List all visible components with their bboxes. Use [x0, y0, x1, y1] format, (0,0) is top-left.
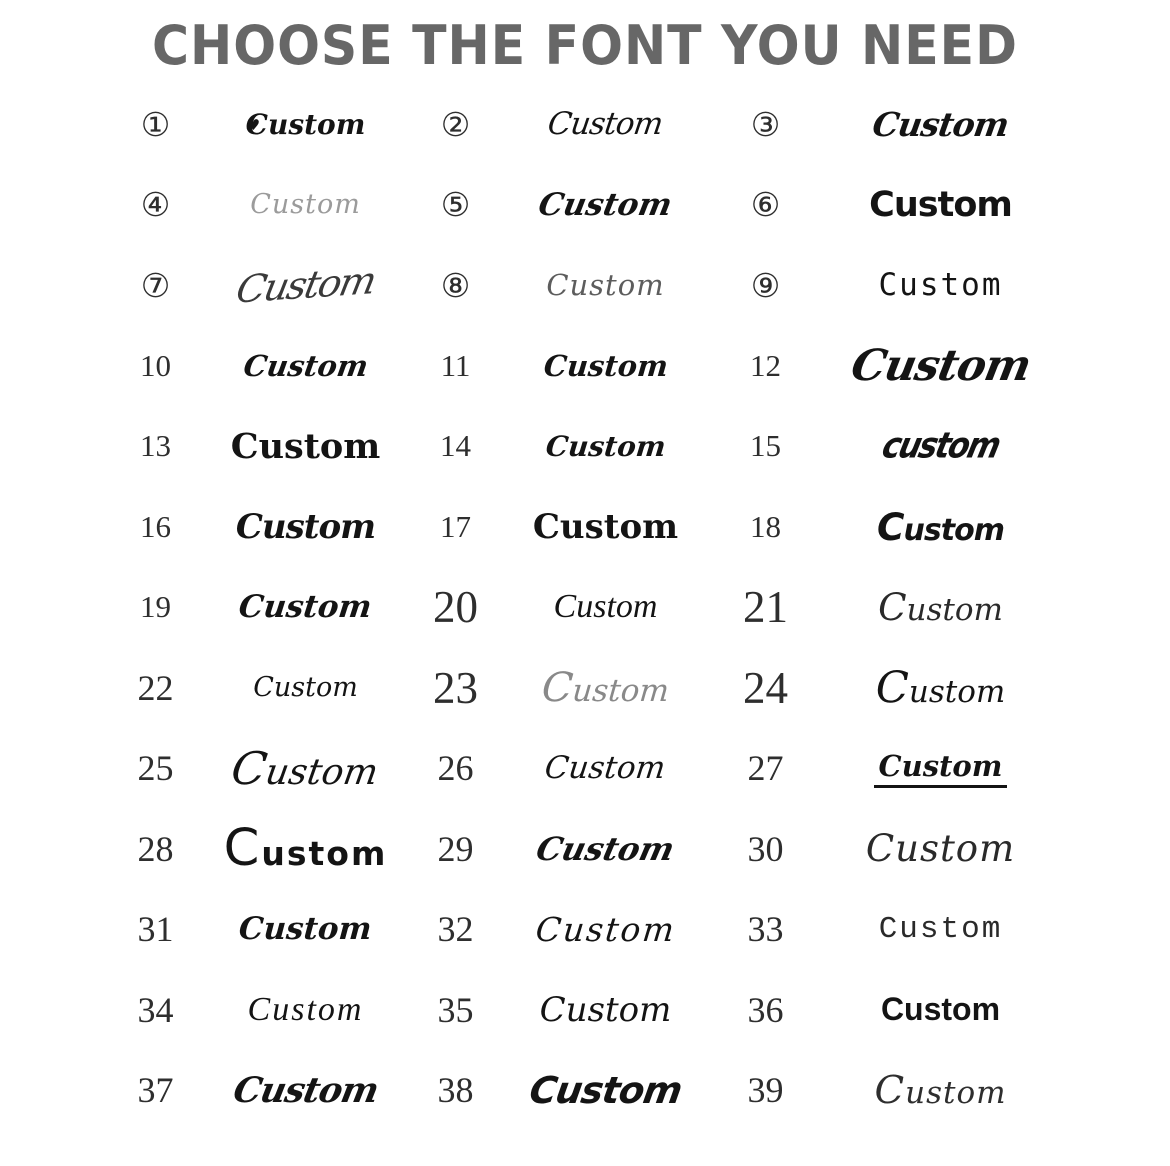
font-number-cell	[708, 989, 823, 1031]
font-number-36: 36	[747, 989, 784, 1030]
font-number-cell	[408, 185, 503, 224]
font-sample-36: Custom	[880, 991, 1001, 1028]
font-number-cell	[408, 662, 503, 714]
font-sample-cell	[503, 910, 708, 949]
font-sample-32: Custom	[533, 909, 678, 949]
font-number-11: 11	[440, 347, 471, 383]
font-sample-cell	[823, 425, 1058, 467]
font-number-31: 31	[137, 909, 174, 950]
font-sample-cell	[203, 991, 408, 1029]
font-sample-cell	[203, 108, 408, 141]
font-number-cell	[408, 509, 503, 545]
font-sample-30: Custom	[865, 827, 1016, 871]
font-number-20: 20	[433, 582, 478, 633]
font-sample-cell	[823, 912, 1058, 947]
font-number-4: ④	[140, 185, 171, 225]
font-sample-cell	[503, 268, 708, 302]
font-sample-10: Custom	[240, 348, 371, 383]
font-sample-5: Custom	[535, 186, 676, 223]
font-number-33: 33	[747, 909, 784, 950]
font-number-cell	[108, 266, 203, 305]
font-sample-29: Custom	[532, 829, 679, 868]
font-number-cell	[708, 662, 823, 714]
font-sample-cell	[203, 819, 408, 878]
font-number-25: 25	[137, 748, 174, 789]
font-sample-33: Custom	[878, 911, 1003, 947]
font-number-cell	[408, 428, 503, 464]
font-sample-cell	[503, 664, 708, 711]
font-number-35: 35	[437, 989, 474, 1030]
font-number-2: ②	[440, 104, 471, 144]
font-number-cell	[108, 908, 203, 950]
font-number-cell	[408, 908, 503, 950]
font-sample-26: Custom	[543, 750, 668, 787]
font-number-cell	[708, 581, 823, 633]
font-sample-cell	[203, 189, 408, 220]
font-sample-28: Custom	[223, 819, 388, 879]
font-number-cell	[108, 185, 203, 224]
font-number-cell	[108, 105, 203, 144]
font-number-cell	[708, 185, 823, 224]
font-number-cell	[708, 266, 823, 305]
font-number-30: 30	[747, 828, 784, 869]
font-sample-cell	[203, 589, 408, 625]
font-sample-21: Custom	[878, 585, 1003, 630]
font-sample-19: Custom	[237, 589, 374, 626]
font-sample-cell	[823, 341, 1058, 391]
font-sample-cell	[203, 1070, 408, 1111]
font-sample-cell	[503, 349, 708, 383]
font-number-cell	[708, 105, 823, 144]
font-number-39: 39	[747, 1070, 784, 1111]
font-number-cell	[108, 828, 203, 870]
font-sample-cell	[503, 830, 708, 868]
font-number-cell	[108, 1069, 203, 1111]
font-number-cell	[408, 105, 503, 144]
font-sample-11: Custom	[542, 348, 669, 383]
font-number-cell	[708, 509, 823, 545]
font-number-16: 16	[140, 508, 171, 544]
font-sample-27: Custom	[874, 749, 1008, 788]
font-sample-14: Custom	[543, 429, 668, 463]
font-sample-24: Custom	[875, 662, 1006, 713]
font-number-23: 23	[433, 662, 478, 713]
font-number-cell	[408, 747, 503, 789]
font-sample-cell	[823, 185, 1058, 225]
font-number-19: 19	[140, 589, 171, 625]
font-number-3: ③	[750, 104, 781, 144]
font-number-9: ⑨	[750, 265, 781, 305]
font-sample-cell	[823, 505, 1058, 549]
font-number-14: 14	[440, 428, 471, 464]
font-number-cell	[408, 989, 503, 1031]
font-sample-15: custom	[878, 425, 1003, 467]
font-number-17: 17	[440, 508, 471, 544]
font-sample-cell	[203, 742, 408, 795]
font-number-cell	[108, 667, 203, 709]
font-sample-18: Custom	[877, 504, 1004, 549]
font-sample-37: Custom	[229, 1069, 382, 1111]
font-number-cell	[708, 1069, 823, 1111]
font-sample-16: Custom	[235, 506, 376, 547]
font-grid	[108, 84, 1170, 1131]
font-sample-cell	[203, 507, 408, 547]
font-sample-39: Custom	[874, 1067, 1007, 1113]
font-sample-25: Custom	[228, 741, 382, 795]
font-sample-22: Custom	[253, 672, 358, 704]
font-sample-cell	[203, 911, 408, 947]
font-sample-13: Custom	[230, 425, 381, 467]
font-number-cell	[108, 509, 203, 545]
font-number-12: 12	[750, 347, 781, 383]
font-number-29: 29	[437, 828, 474, 869]
font-number-37: 37	[137, 1070, 174, 1111]
font-sample-9: Custom	[878, 267, 1003, 304]
font-sample-cell	[823, 105, 1058, 144]
font-sample-cell	[203, 349, 408, 383]
font-number-10: 10	[140, 347, 171, 383]
font-sample-12: Custom	[846, 340, 1035, 391]
font-sample-cell	[203, 426, 408, 467]
font-number-28: 28	[137, 828, 174, 869]
font-sample-38: Custom	[526, 1068, 685, 1112]
font-sample-35: Custom	[539, 989, 672, 1030]
font-sample-cell	[503, 430, 708, 463]
font-number-cell	[108, 428, 203, 464]
font-sample-4: Custom	[250, 189, 361, 221]
font-number-8: ⑧	[440, 265, 471, 305]
font-sample-cell	[203, 258, 408, 312]
font-sample-31: Custom	[238, 911, 373, 948]
font-number-13: 13	[140, 428, 171, 464]
font-sample-cell	[823, 267, 1058, 303]
font-sample-cell	[823, 585, 1058, 629]
font-number-cell	[708, 428, 823, 464]
font-number-6: ⑥	[750, 185, 781, 225]
font-number-26: 26	[437, 748, 474, 789]
font-number-15: 15	[750, 428, 781, 464]
font-number-cell	[708, 828, 823, 870]
font-number-cell	[408, 828, 503, 870]
font-sample-cell	[823, 663, 1058, 713]
font-number-cell	[108, 348, 203, 384]
font-sample-cell	[503, 990, 708, 1030]
font-number-1: ①	[140, 104, 171, 144]
font-number-34: 34	[137, 989, 174, 1030]
font-number-32: 32	[437, 909, 474, 950]
font-number-18: 18	[750, 508, 781, 544]
font-sample-cell	[823, 749, 1058, 788]
font-number-7: ⑦	[140, 265, 171, 305]
font-sample-23: Custom	[539, 664, 671, 712]
font-number-cell	[408, 581, 503, 633]
font-number-5: ⑤	[440, 185, 471, 225]
font-sample-cell	[503, 187, 708, 223]
font-sample-cell	[203, 672, 408, 703]
page-title: CHOOSE THE FONT YOU NEED	[152, 14, 1018, 78]
font-sample-cell	[823, 1068, 1058, 1113]
font-sample-17: Custom	[532, 506, 679, 547]
font-number-cell	[408, 266, 503, 305]
font-number-cell	[708, 747, 823, 789]
font-number-27: 27	[747, 748, 784, 789]
font-number-cell	[708, 908, 823, 950]
font-number-cell	[408, 348, 503, 384]
font-sample-34: Custom	[247, 990, 364, 1028]
font-number-cell	[708, 348, 823, 384]
font-sample-cell	[503, 588, 708, 626]
font-sample-8: Custom	[546, 268, 665, 303]
font-sample-cell	[503, 750, 708, 786]
font-number-24: 24	[743, 662, 788, 713]
font-sample-cell	[823, 827, 1058, 870]
font-sample-cell	[823, 991, 1058, 1028]
font-sample-20: Custom	[553, 588, 658, 626]
font-number-38: 38	[437, 1070, 474, 1111]
font-number-22: 22	[137, 667, 174, 708]
font-number-cell	[108, 747, 203, 789]
font-sample-3: Custom	[869, 104, 1012, 144]
font-sample-cell	[503, 507, 708, 547]
font-number-21: 21	[743, 582, 788, 633]
font-number-cell	[108, 989, 203, 1031]
font-sample-cell	[503, 106, 708, 142]
font-number-cell	[108, 589, 203, 625]
font-sample-6: Custom	[869, 184, 1012, 225]
font-number-cell	[408, 1069, 503, 1111]
font-sample-2: Custom	[545, 106, 666, 143]
font-sample-7: Custom	[232, 258, 379, 312]
font-sample-cell	[503, 1069, 708, 1112]
font-sample-1: ♥ Custom	[246, 108, 366, 141]
